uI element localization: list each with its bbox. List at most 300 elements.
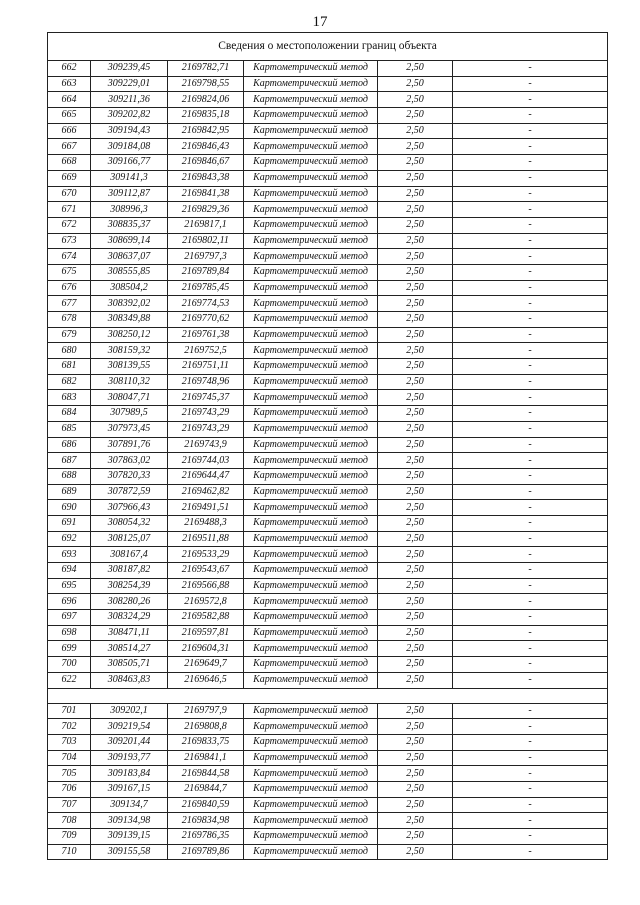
precision-cell: 2,50 [378,296,453,312]
y-coordinate-cell: 2169743,29 [168,421,244,437]
precision-cell: 2,50 [378,781,453,797]
point-number-cell: 682 [48,374,91,390]
x-coordinate-cell: 309239,45 [91,61,168,77]
description-cell: - [453,202,608,218]
precision-cell: 2,50 [378,155,453,171]
point-number-cell: 679 [48,327,91,343]
point-number-cell: 696 [48,594,91,610]
method-cell: Картометрический метод [244,703,378,719]
x-coordinate-cell: 307820,33 [91,468,168,484]
point-number-cell: 668 [48,155,91,171]
method-cell: Картометрический метод [244,406,378,422]
x-coordinate-cell: 308187,82 [91,563,168,579]
x-coordinate-cell: 307863,02 [91,453,168,469]
y-coordinate-cell: 2169840,59 [168,797,244,813]
table-row [48,217,608,233]
y-coordinate-cell: 2169752,5 [168,343,244,359]
y-coordinate-cell: 2169817,1 [168,217,244,233]
method-cell: Картометрический метод [244,625,378,641]
description-cell: - [453,155,608,171]
point-number-cell: 709 [48,829,91,845]
point-number-cell: 666 [48,123,91,139]
table-row [48,61,608,77]
table-row [48,625,608,641]
point-number-cell: 693 [48,547,91,563]
description-cell: - [453,390,608,406]
table-row [48,421,608,437]
x-coordinate-cell: 309134,7 [91,797,168,813]
y-coordinate-cell: 2169842,95 [168,123,244,139]
y-coordinate-cell: 2169835,18 [168,108,244,124]
description-cell: - [453,594,608,610]
table-row [48,406,608,422]
precision-cell: 2,50 [378,844,453,860]
table-row [48,343,608,359]
y-coordinate-cell: 2169808,8 [168,719,244,735]
description-cell: - [453,170,608,186]
precision-cell: 2,50 [378,750,453,766]
table-row [48,829,608,845]
precision-cell: 2,50 [378,327,453,343]
description-cell: - [453,61,608,77]
table-row [48,468,608,484]
table-row [48,312,608,328]
description-cell: - [453,280,608,296]
point-number-cell: 667 [48,139,91,155]
x-coordinate-cell: 308250,12 [91,327,168,343]
description-cell: - [453,781,608,797]
y-coordinate-cell: 2169797,9 [168,703,244,719]
table-row [48,500,608,516]
precision-cell: 2,50 [378,641,453,657]
x-coordinate-cell: 308471,11 [91,625,168,641]
y-coordinate-cell: 2169533,29 [168,547,244,563]
y-coordinate-cell: 2169604,31 [168,641,244,657]
precision-cell: 2,50 [378,233,453,249]
x-coordinate-cell: 309166,77 [91,155,168,171]
point-number-cell: 710 [48,844,91,860]
x-coordinate-cell: 309201,44 [91,734,168,750]
table-row [48,202,608,218]
x-coordinate-cell: 308555,85 [91,264,168,280]
method-cell: Картометрический метод [244,610,378,626]
table-row [48,76,608,92]
x-coordinate-cell: 308254,39 [91,578,168,594]
x-coordinate-cell: 307872,59 [91,484,168,500]
y-coordinate-cell: 2169798,55 [168,76,244,92]
table-row [48,657,608,673]
description-cell: - [453,264,608,280]
description-cell: - [453,703,608,719]
x-coordinate-cell: 308047,71 [91,390,168,406]
method-cell: Картометрический метод [244,453,378,469]
table-row [48,797,608,813]
table-row [48,844,608,860]
method-cell: Картометрический метод [244,390,378,406]
method-cell: Картометрический метод [244,139,378,155]
section-separator [48,688,608,703]
table-row [48,296,608,312]
x-coordinate-cell: 307966,43 [91,500,168,516]
description-cell: - [453,312,608,328]
y-coordinate-cell: 2169744,03 [168,453,244,469]
point-number-cell: 680 [48,343,91,359]
x-coordinate-cell: 309193,77 [91,750,168,766]
description-cell: - [453,797,608,813]
description-cell: - [453,766,608,782]
y-coordinate-cell: 2169743,9 [168,437,244,453]
table-row [48,390,608,406]
y-coordinate-cell: 2169644,47 [168,468,244,484]
y-coordinate-cell: 2169572,8 [168,594,244,610]
description-cell: - [453,186,608,202]
x-coordinate-cell: 309184,08 [91,139,168,155]
precision-cell: 2,50 [378,139,453,155]
description-cell: - [453,641,608,657]
precision-cell: 2,50 [378,453,453,469]
point-number-cell: 676 [48,280,91,296]
y-coordinate-cell: 2169488,3 [168,515,244,531]
section-1-rows [48,61,608,689]
method-cell: Картометрический метод [244,343,378,359]
x-coordinate-cell: 308463,83 [91,672,168,688]
point-number-cell: 662 [48,61,91,77]
method-cell: Картометрический метод [244,641,378,657]
method-cell: Картометрический метод [244,484,378,500]
x-coordinate-cell: 309219,54 [91,719,168,735]
table-row [48,672,608,688]
precision-cell: 2,50 [378,468,453,484]
description-cell: - [453,657,608,673]
x-coordinate-cell: 309183,84 [91,766,168,782]
method-cell: Картометрический метод [244,421,378,437]
point-number-cell: 688 [48,468,91,484]
y-coordinate-cell: 2169824,06 [168,92,244,108]
description-cell: - [453,374,608,390]
table-row [48,703,608,719]
y-coordinate-cell: 2169843,38 [168,170,244,186]
table-row [48,641,608,657]
x-coordinate-cell: 308139,55 [91,359,168,375]
method-cell: Картометрический метод [244,312,378,328]
y-coordinate-cell: 2169770,62 [168,312,244,328]
description-cell: - [453,76,608,92]
precision-cell: 2,50 [378,76,453,92]
table-row [48,374,608,390]
point-number-cell: 697 [48,610,91,626]
method-cell: Картометрический метод [244,186,378,202]
point-number-cell: 674 [48,249,91,265]
x-coordinate-cell: 308054,32 [91,515,168,531]
method-cell: Картометрический метод [244,92,378,108]
x-coordinate-cell: 308392,02 [91,296,168,312]
y-coordinate-cell: 2169789,86 [168,844,244,860]
method-cell: Картометрический метод [244,374,378,390]
precision-cell: 2,50 [378,594,453,610]
x-coordinate-cell: 309134,98 [91,813,168,829]
description-cell: - [453,829,608,845]
precision-cell: 2,50 [378,390,453,406]
description-cell: - [453,515,608,531]
method-cell: Картометрический метод [244,327,378,343]
method-cell: Картометрический метод [244,217,378,233]
point-number-cell: 663 [48,76,91,92]
point-number-cell: 704 [48,750,91,766]
description-cell: - [453,343,608,359]
precision-cell: 2,50 [378,202,453,218]
y-coordinate-cell: 2169844,7 [168,781,244,797]
method-cell: Картометрический метод [244,108,378,124]
description-cell: - [453,750,608,766]
table-row [48,594,608,610]
precision-cell: 2,50 [378,312,453,328]
precision-cell: 2,50 [378,672,453,688]
description-cell: - [453,844,608,860]
table-row [48,610,608,626]
method-cell: Картометрический метод [244,359,378,375]
description-cell: - [453,563,608,579]
method-cell: Картометрический метод [244,750,378,766]
precision-cell: 2,50 [378,92,453,108]
precision-cell: 2,50 [378,797,453,813]
x-coordinate-cell: 308125,07 [91,531,168,547]
table-row [48,92,608,108]
method-cell: Картометрический метод [244,578,378,594]
y-coordinate-cell: 2169789,84 [168,264,244,280]
precision-cell: 2,50 [378,217,453,233]
point-number-cell: 687 [48,453,91,469]
table-row [48,437,608,453]
y-coordinate-cell: 2169774,53 [168,296,244,312]
description-cell: - [453,610,608,626]
y-coordinate-cell: 2169834,98 [168,813,244,829]
x-coordinate-cell: 309167,15 [91,781,168,797]
x-coordinate-cell: 308637,07 [91,249,168,265]
precision-cell: 2,50 [378,264,453,280]
x-coordinate-cell: 309112,87 [91,186,168,202]
x-coordinate-cell: 309194,43 [91,123,168,139]
x-coordinate-cell: 308167,4 [91,547,168,563]
precision-cell: 2,50 [378,578,453,594]
y-coordinate-cell: 2169829,36 [168,202,244,218]
description-cell: - [453,813,608,829]
method-cell: Картометрический метод [244,264,378,280]
precision-cell: 2,50 [378,374,453,390]
y-coordinate-cell: 2169841,1 [168,750,244,766]
point-number-cell: 684 [48,406,91,422]
table-row [48,750,608,766]
table-row [48,139,608,155]
y-coordinate-cell: 2169846,43 [168,139,244,155]
description-cell: - [453,359,608,375]
method-cell: Картометрический метод [244,515,378,531]
precision-cell: 2,50 [378,61,453,77]
x-coordinate-cell: 307989,5 [91,406,168,422]
point-number-cell: 702 [48,719,91,735]
precision-cell: 2,50 [378,563,453,579]
table-row [48,264,608,280]
precision-cell: 2,50 [378,108,453,124]
precision-cell: 2,50 [378,766,453,782]
precision-cell: 2,50 [378,657,453,673]
y-coordinate-cell: 2169841,38 [168,186,244,202]
y-coordinate-cell: 2169782,71 [168,61,244,77]
point-number-cell: 683 [48,390,91,406]
precision-cell: 2,50 [378,170,453,186]
method-cell: Картометрический метод [244,170,378,186]
description-cell: - [453,249,608,265]
table-row [48,108,608,124]
point-number-cell: 707 [48,797,91,813]
method-cell: Картометрический метод [244,76,378,92]
x-coordinate-cell: 308996,3 [91,202,168,218]
description-cell: - [453,123,608,139]
method-cell: Картометрический метод [244,734,378,750]
table-row [48,531,608,547]
method-cell: Картометрический метод [244,657,378,673]
point-number-cell: 705 [48,766,91,782]
table-title-row [48,33,608,61]
table-row [48,233,608,249]
table-row [48,547,608,563]
boundary-table-container [47,32,607,860]
precision-cell: 2,50 [378,829,453,845]
description-cell: - [453,484,608,500]
y-coordinate-cell: 2169543,67 [168,563,244,579]
y-coordinate-cell: 2169649,7 [168,657,244,673]
table-row [48,813,608,829]
x-coordinate-cell: 307891,76 [91,437,168,453]
x-coordinate-cell: 308514,27 [91,641,168,657]
table-row [48,453,608,469]
point-number-cell: 669 [48,170,91,186]
precision-cell: 2,50 [378,437,453,453]
page-number: 17 [312,14,328,30]
x-coordinate-cell: 308280,26 [91,594,168,610]
y-coordinate-cell: 2169748,96 [168,374,244,390]
description-cell: - [453,437,608,453]
x-coordinate-cell: 308110,32 [91,374,168,390]
y-coordinate-cell: 2169785,45 [168,280,244,296]
point-number-cell: 665 [48,108,91,124]
table-row [48,578,608,594]
description-cell: - [453,531,608,547]
method-cell: Картометрический метод [244,563,378,579]
method-cell: Картометрический метод [244,296,378,312]
description-cell: - [453,672,608,688]
method-cell: Картометрический метод [244,468,378,484]
precision-cell: 2,50 [378,531,453,547]
table-row [48,123,608,139]
description-cell: - [453,92,608,108]
y-coordinate-cell: 2169511,88 [168,531,244,547]
precision-cell: 2,50 [378,406,453,422]
y-coordinate-cell: 2169491,51 [168,500,244,516]
table-row [48,766,608,782]
description-cell: - [453,327,608,343]
table-row [48,186,608,202]
precision-cell: 2,50 [378,484,453,500]
separator-cell [48,688,608,703]
method-cell: Картометрический метод [244,797,378,813]
precision-cell: 2,50 [378,610,453,626]
precision-cell: 2,50 [378,280,453,296]
description-cell: - [453,625,608,641]
table-row [48,249,608,265]
y-coordinate-cell: 2169797,3 [168,249,244,265]
description-cell: - [453,468,608,484]
x-coordinate-cell: 308324,29 [91,610,168,626]
x-coordinate-cell: 309141,3 [91,170,168,186]
point-number-cell: 689 [48,484,91,500]
description-cell: - [453,453,608,469]
method-cell: Картометрический метод [244,766,378,782]
description-cell: - [453,296,608,312]
method-cell: Картометрический метод [244,781,378,797]
precision-cell: 2,50 [378,186,453,202]
table-row [48,484,608,500]
description-cell: - [453,217,608,233]
precision-cell: 2,50 [378,734,453,750]
description-cell: - [453,547,608,563]
description-cell: - [453,500,608,516]
point-number-cell: 694 [48,563,91,579]
point-number-cell: 708 [48,813,91,829]
x-coordinate-cell: 308349,88 [91,312,168,328]
point-number-cell: 695 [48,578,91,594]
method-cell: Картометрический метод [244,594,378,610]
point-number-cell: 699 [48,641,91,657]
section-2-rows [48,703,608,860]
table-row [48,563,608,579]
point-number-cell: 706 [48,781,91,797]
y-coordinate-cell: 2169566,88 [168,578,244,594]
point-number-cell: 673 [48,233,91,249]
point-number-cell: 685 [48,421,91,437]
x-coordinate-cell: 307973,45 [91,421,168,437]
point-number-cell: 690 [48,500,91,516]
method-cell: Картометрический метод [244,123,378,139]
boundary-coordinates-table [47,32,608,860]
y-coordinate-cell: 2169761,38 [168,327,244,343]
precision-cell: 2,50 [378,359,453,375]
precision-cell: 2,50 [378,421,453,437]
table-row [48,327,608,343]
precision-cell: 2,50 [378,703,453,719]
table-row [48,515,608,531]
table-title: Сведения о местоположении границ объекта [48,33,608,61]
x-coordinate-cell: 308505,71 [91,657,168,673]
table-row [48,170,608,186]
point-number-cell: 681 [48,359,91,375]
description-cell: - [453,421,608,437]
y-coordinate-cell: 2169597,81 [168,625,244,641]
x-coordinate-cell: 309139,15 [91,829,168,845]
point-number-cell: 692 [48,531,91,547]
y-coordinate-cell: 2169833,75 [168,734,244,750]
method-cell: Картометрический метод [244,500,378,516]
x-coordinate-cell: 309155,58 [91,844,168,860]
point-number-cell: 678 [48,312,91,328]
x-coordinate-cell: 308159,32 [91,343,168,359]
description-cell: - [453,734,608,750]
point-number-cell: 700 [48,657,91,673]
method-cell: Картометрический метод [244,829,378,845]
x-coordinate-cell: 309202,82 [91,108,168,124]
y-coordinate-cell: 2169462,82 [168,484,244,500]
method-cell: Картометрический метод [244,61,378,77]
point-number-cell: 698 [48,625,91,641]
